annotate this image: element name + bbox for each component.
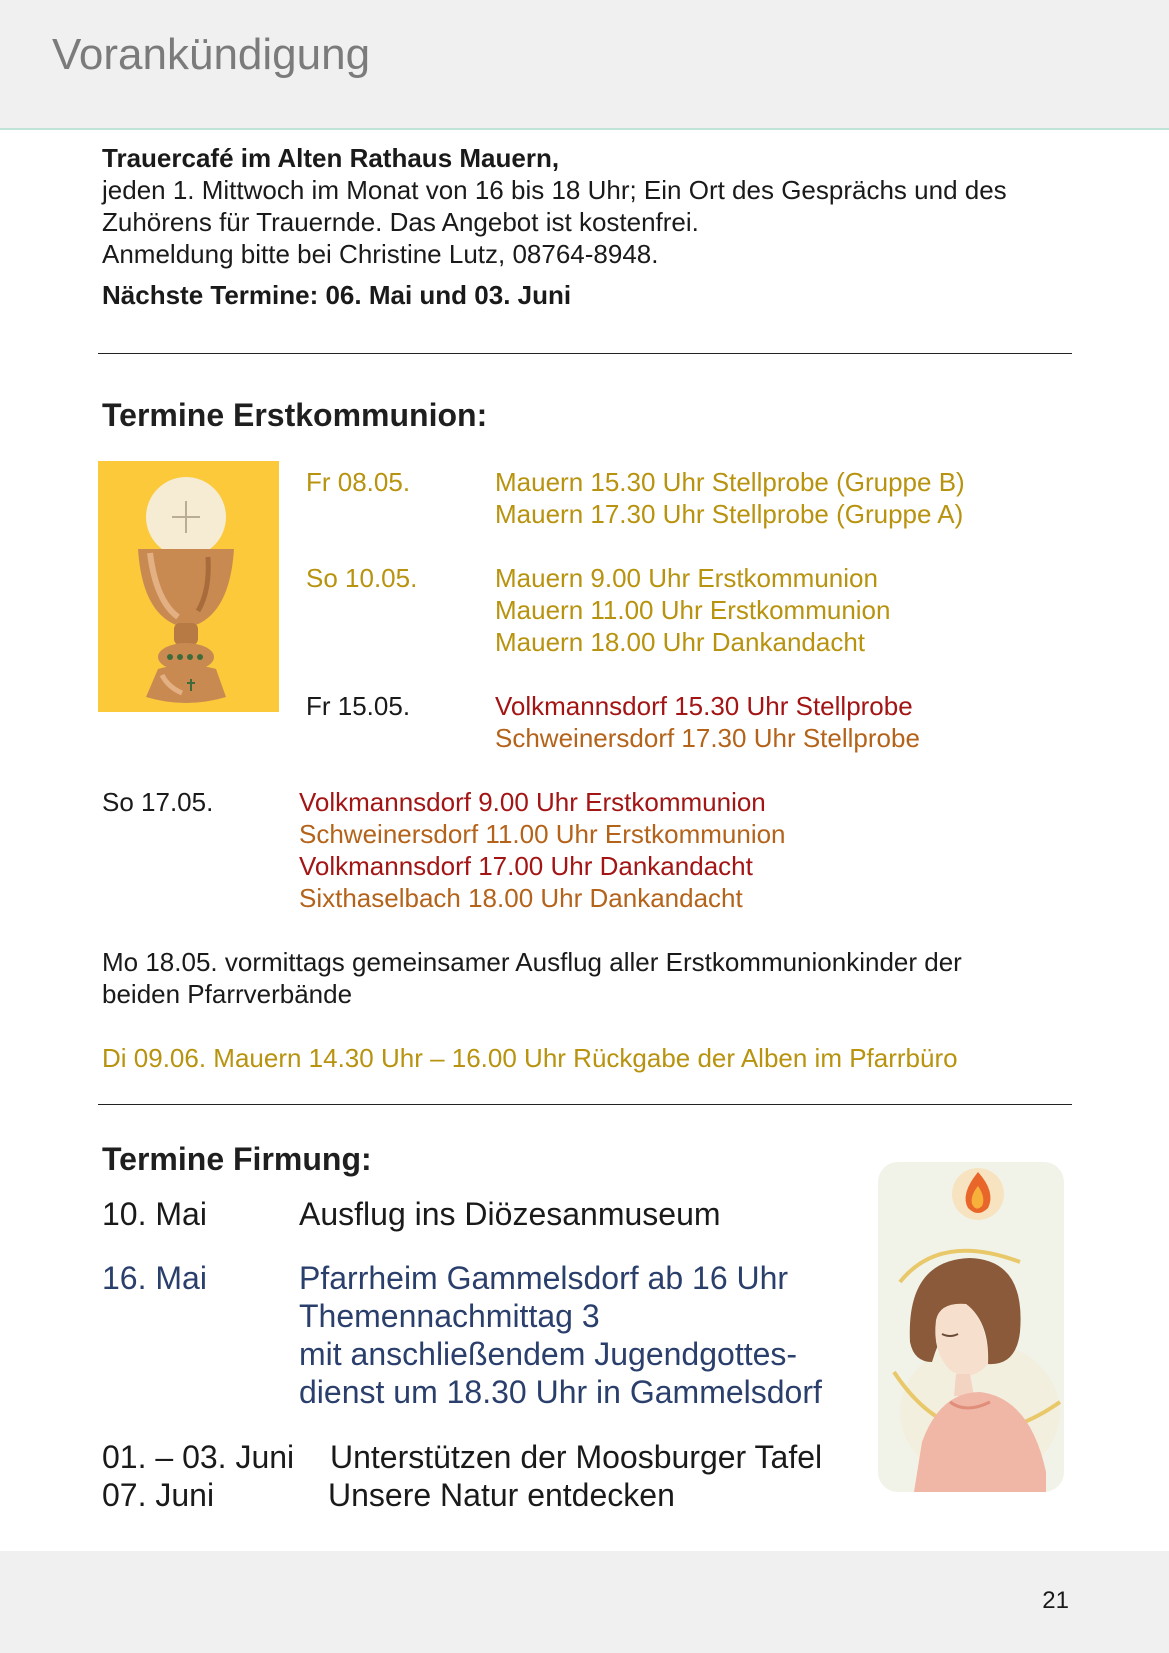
trauercafe-line3: Anmeldung bitte bei Christine Lutz, 08764-8948. [102,239,659,269]
firmung-line: Ausflug ins Diözesanmuseum [299,1196,721,1232]
erstkommunion-line: Sixthaselbach 18.00 Uhr Dankandacht [299,883,743,913]
erstkommunion-line: Schweinersdorf 11.00 Uhr Erstkommunion [299,819,786,849]
erstkommunion-line: Mauern 15.30 Uhr Stellprobe (Gruppe B) [495,467,965,497]
page-footer [0,1551,1169,1653]
erstkommunion-line: Mauern 17.30 Uhr Stellprobe (Gruppe A) [495,499,964,529]
divider [98,353,1072,354]
erstkommunion-line: Volkmannsdorf 9.00 Uhr Erstkommunion [299,787,766,817]
divider [98,1104,1072,1105]
firmung-line: Themennachmittag 3 [299,1298,600,1334]
ausflug-line1: Mo 18.05. vormittags gemeinsamer Ausflug aller Erstkommunionkinder der [102,947,962,977]
firmung-line: mit anschließendem Jugendgottes- [299,1336,798,1372]
trauercafe-line2: Zuhörens für Trauernde. Das Angebot ist kostenfrei. [102,207,699,237]
erstkommunion-line: Volkmannsdorf 17.00 Uhr Dankandacht [299,851,753,881]
erstkommunion-line: Schweinersdorf 17.30 Uhr Stellprobe [495,723,920,753]
trauercafe-title: Trauercafé im Alten Rathaus Mauern, [102,143,560,173]
erstkommunion-date: So 10.05. [306,563,418,593]
firmung-heading: Termine Firmung: [102,1141,372,1177]
rueckgabe-line: Di 09.06. Mauern 14.30 Uhr – 16.00 Uhr Rückgabe der Alben im Pfarrbüro [102,1043,958,1073]
erstkommunion-line: Volkmannsdorf 15.30 Uhr Stellprobe [495,691,913,721]
erstkommunion-line: Mauern 11.00 Uhr Erstkommunion [495,595,891,625]
trauercafe-line1: jeden 1. Mittwoch im Monat von 16 bis 18 Uhr; Ein Ort des Gesprächs und des [102,175,1007,205]
ausflug-line2: beiden Pfarrverbände [102,979,353,1009]
praying-youth-flame-illustration [870,1152,1070,1502]
firmung-line: Pfarrheim Gammelsdorf ab 16 Uhr [299,1260,789,1296]
chalice-host-icon [98,461,279,712]
page-number: 21 [1042,1587,1069,1614]
erstkommunion-line: Mauern 18.00 Uhr Dankandacht [495,627,866,657]
erstkommunion-date: So 17.05. [102,787,214,817]
erstkommunion-line: Mauern 9.00 Uhr Erstkommunion [495,563,878,593]
firmung-line: dienst um 18.30 Uhr in Gammelsdorf [299,1374,822,1410]
erstkommunion-heading: Termine Erstkommunion: [102,397,488,433]
page-title: Vorankündigung [52,30,371,79]
firmung-date: 01. – 03. Juni [102,1439,295,1475]
firmung-line: Unterstützen der Moosburger Tafel [330,1439,823,1475]
firmung-date: 16. Mai [102,1260,207,1296]
firmung-line: Unsere Natur entdecken [328,1477,675,1513]
erstkommunion-date: Fr 15.05. [306,691,411,721]
page-header [0,0,1169,130]
erstkommunion-date: Fr 08.05. [306,467,411,497]
firmung-date: 07. Juni [102,1477,215,1513]
firmung-date: 10. Mai [102,1196,207,1232]
trauercafe-next-dates: Nächste Termine: 06. Mai und 03. Juni [102,280,572,310]
